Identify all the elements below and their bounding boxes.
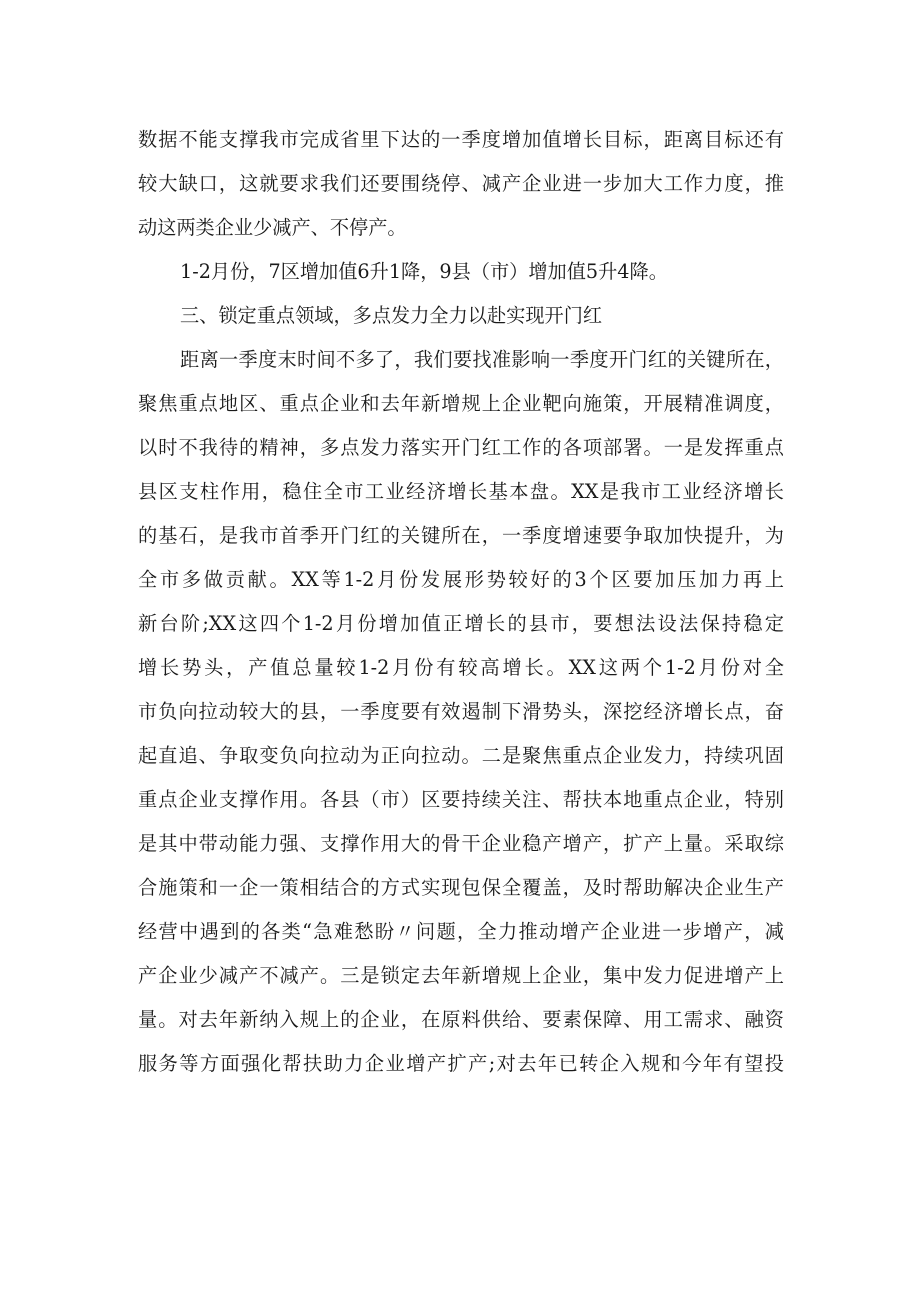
paragraph-line: 量。对去年新纳入规上的企业，在原料供给、要素保障、用工需求、融资 bbox=[138, 1008, 784, 1031]
paragraph-line: 较大缺口，这就要求我们还要围绕停、减产企业进一步加大工作力度，推 bbox=[138, 172, 784, 195]
paragraph-line: 动这两类企业少减产、不停产。 bbox=[138, 216, 407, 239]
paragraph-line: 是其中带动能力强、支撑作用大的骨干企业稳产增产，扩产上量。采取综 bbox=[138, 832, 784, 855]
paragraph-line: 市负向拉动较大的县，一季度要有效遏制下滑势头，深挖经济增长点，奋 bbox=[138, 700, 784, 723]
document-body bbox=[138, 118, 784, 1086]
paragraph-line: 全市多做贡献。XX等1-2月份发展形势较好的3个区要加压加力再上 bbox=[138, 568, 784, 591]
paragraph-line: 产企业少减产不减产。三是锁定去年新增规上企业，集中发力促进增产上 bbox=[138, 964, 784, 987]
paragraph-line: 服务等方面强化帮扶助力企业增产扩产;对去年已转企入规和今年有望投 bbox=[138, 1052, 784, 1075]
paragraph-line: 的基石，是我市首季开门红的关键所在，一季度增速要争取加快提升，为 bbox=[138, 524, 784, 547]
paragraph-line: 经营中遇到的各类“急难愁盼〃问题，全力推动增产企业进一步增产，减 bbox=[138, 920, 784, 943]
paragraph-line: 起直追、争取变负向拉动为正向拉动。二是聚焦重点企业发力，持续巩固 bbox=[138, 744, 784, 767]
paragraph-line: 距离一季度末时间不多了，我们要找准影响一季度开门红的关键所在， bbox=[180, 348, 784, 371]
paragraph-line: 增长势头，产值总量较1-2月份有较高增长。XX这两个1-2月份对全 bbox=[138, 656, 784, 679]
paragraph-line: 县区支柱作用，稳住全市工业经济增长基本盘。XX是我市工业经济增长 bbox=[138, 480, 784, 503]
paragraph-line: 新台阶;XX这四个1-2月份增加值正增长的县市，要想法设法保持稳定 bbox=[138, 612, 784, 635]
statistics-line: 1-2月份，7区增加值6升1降，9县（市）增加值5升4降。 bbox=[180, 260, 668, 283]
paragraph-line: 数据不能支撑我市完成省里下达的一季度增加值增长目标，距离目标还有 bbox=[138, 128, 784, 151]
paragraph-line: 聚焦重点地区、重点企业和去年新增规上企业靶向施策，开展精准调度， bbox=[138, 392, 784, 415]
paragraph-line: 以时不我待的精神，多点发力落实开门红工作的各项部署。一是发挥重点 bbox=[138, 436, 784, 459]
paragraph-line: 合施策和一企一策相结合的方式实现包保全覆盖，及时帮助解决企业生产 bbox=[138, 876, 784, 899]
section-heading: 三、锁定重点领域，多点发力全力以赴实现开门红 bbox=[180, 304, 603, 327]
paragraph-line: 重点企业支撑作用。各县（市）区要持续关注、帮扶本地重点企业，特别 bbox=[138, 788, 784, 811]
